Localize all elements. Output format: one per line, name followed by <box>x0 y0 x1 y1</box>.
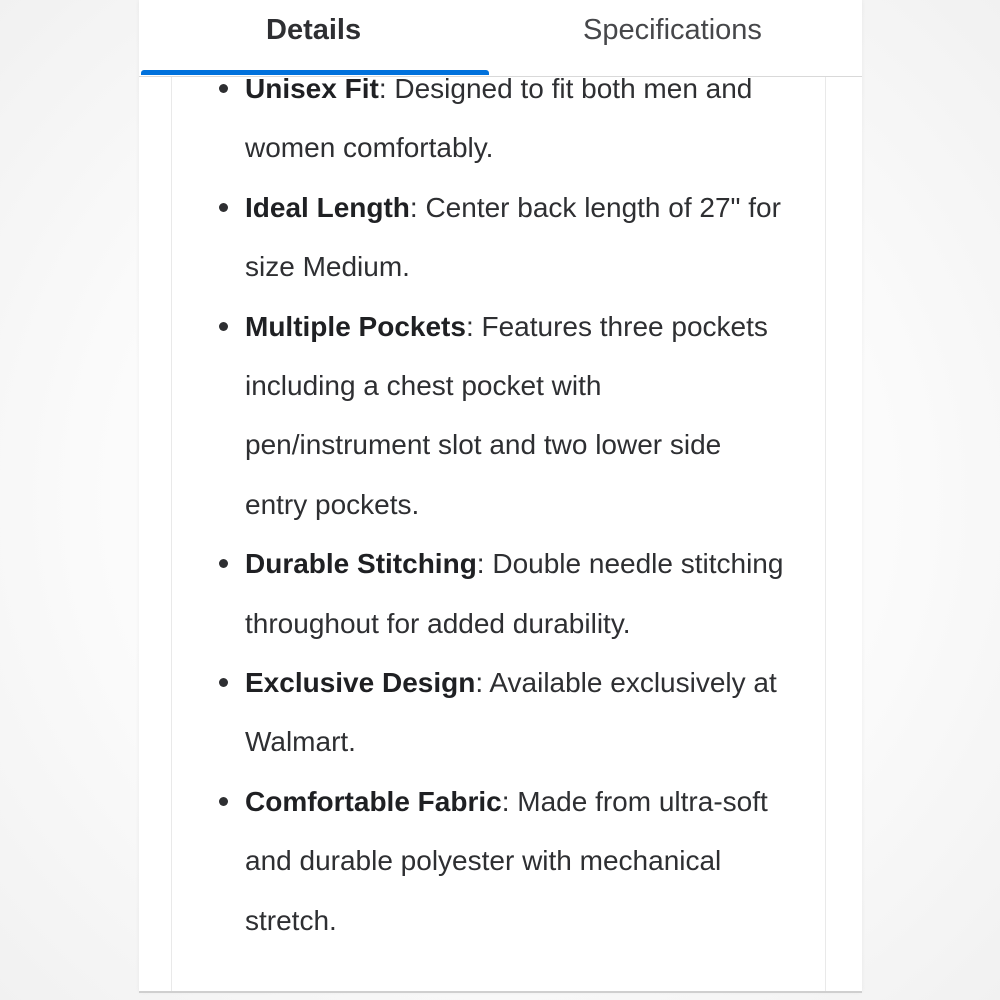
tab-specifications[interactable]: Specifications <box>583 14 762 46</box>
feature-title: Multiple Pockets <box>245 310 466 342</box>
list-item <box>172 772 790 950</box>
feature-text: : Designed to fit both men and women comfortably. <box>245 77 753 164</box>
active-tab-indicator <box>141 70 489 75</box>
details-content <box>171 77 826 992</box>
list-item <box>172 297 790 535</box>
tab-bar <box>139 0 862 77</box>
feature-title: Exclusive Design <box>245 667 476 699</box>
bullet-icon <box>219 678 228 687</box>
list-item <box>172 178 790 297</box>
feature-title: Unisex Fit <box>245 77 379 104</box>
feature-text: : Double needle stitching throughout for added durability. <box>245 548 784 639</box>
bullet-icon <box>219 322 228 331</box>
feature-text: : Features three pockets including a chest pocket with pen/instrument slot and two lower side entry pockets. <box>245 310 768 520</box>
list-item <box>172 534 790 653</box>
list-item <box>172 653 790 772</box>
feature-title: Comfortable Fabric <box>245 785 502 817</box>
feature-text: : Made from ultra-soft and durable polyester with mechanical stretch. <box>245 785 768 936</box>
feature-text: : Available exclusively at Walmart. <box>245 667 777 758</box>
product-details-panel <box>139 0 862 992</box>
bullet-icon <box>219 559 228 568</box>
list-item <box>172 77 790 178</box>
feature-title: Durable Stitching <box>245 548 477 580</box>
bullet-icon <box>219 84 228 93</box>
feature-list <box>172 77 790 950</box>
bottom-divider <box>139 991 862 993</box>
tab-details[interactable]: Details <box>266 14 362 46</box>
feature-text: : Center back length of 27" for size Medium. <box>245 191 781 283</box>
bullet-icon <box>219 797 228 806</box>
feature-title: Ideal Length <box>245 191 410 223</box>
bullet-icon <box>219 203 228 212</box>
